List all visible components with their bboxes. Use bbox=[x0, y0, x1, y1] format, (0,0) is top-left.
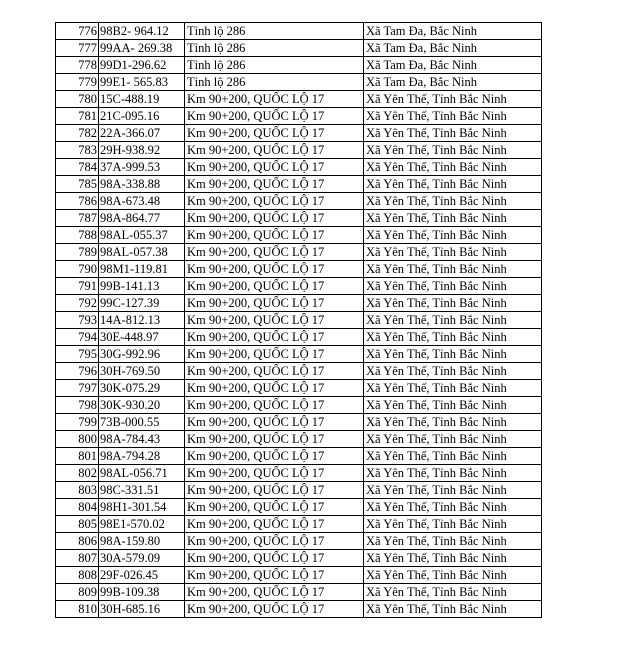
row-number-cell: 799 bbox=[56, 414, 99, 431]
area-cell: Xã Tam Đa, Bắc Ninh bbox=[364, 57, 542, 74]
location-cell: Km 90+200, QUỐC LỘ 17 bbox=[185, 108, 364, 125]
table-row bbox=[56, 431, 542, 448]
location-cell: Km 90+200, QUỐC LỘ 17 bbox=[185, 448, 364, 465]
license-plate-cell: 21C-095.16 bbox=[99, 108, 185, 125]
table-row bbox=[56, 261, 542, 278]
table-row bbox=[56, 363, 542, 380]
table-row bbox=[56, 397, 542, 414]
row-number-cell: 780 bbox=[56, 91, 99, 108]
license-plate-cell: 98AL-055.37 bbox=[99, 227, 185, 244]
area-cell: Xã Yên Thế, Tỉnh Bắc Ninh bbox=[364, 584, 542, 601]
row-number-cell: 784 bbox=[56, 159, 99, 176]
row-number-cell: 792 bbox=[56, 295, 99, 312]
row-number-cell: 776 bbox=[56, 23, 99, 40]
location-cell: Km 90+200, QUỐC LỘ 17 bbox=[185, 482, 364, 499]
row-number-cell: 779 bbox=[56, 74, 99, 91]
license-plate-cell: 98C-331.51 bbox=[99, 482, 185, 499]
table-row bbox=[56, 465, 542, 482]
location-cell: Km 90+200, QUỐC LỘ 17 bbox=[185, 261, 364, 278]
license-plate-cell: 98E1-570.02 bbox=[99, 516, 185, 533]
table-row bbox=[56, 125, 542, 142]
row-number-cell: 802 bbox=[56, 465, 99, 482]
row-number-cell: 796 bbox=[56, 363, 99, 380]
license-plate-cell: 98A-338.88 bbox=[99, 176, 185, 193]
license-plate-cell: 22A-366.07 bbox=[99, 125, 185, 142]
location-cell: Km 90+200, QUỐC LỘ 17 bbox=[185, 550, 364, 567]
license-plate-cell: 99B-141.13 bbox=[99, 278, 185, 295]
area-cell: Xã Yên Thế, Tỉnh Bắc Ninh bbox=[364, 414, 542, 431]
table-row bbox=[56, 584, 542, 601]
location-cell: Km 90+200, QUỐC LỘ 17 bbox=[185, 125, 364, 142]
table-row bbox=[56, 210, 542, 227]
area-cell: Xã Yên Thế, Tỉnh Bắc Ninh bbox=[364, 431, 542, 448]
location-cell: Km 90+200, QUỐC LỘ 17 bbox=[185, 414, 364, 431]
table-row bbox=[56, 482, 542, 499]
table-row bbox=[56, 516, 542, 533]
area-cell: Xã Yên Thế, Tỉnh Bắc Ninh bbox=[364, 142, 542, 159]
row-number-cell: 806 bbox=[56, 533, 99, 550]
area-cell: Xã Tam Đa, Bắc Ninh bbox=[364, 23, 542, 40]
location-cell: Km 90+200, QUỐC LỘ 17 bbox=[185, 465, 364, 482]
license-plate-cell: 98AL-057.38 bbox=[99, 244, 185, 261]
row-number-cell: 794 bbox=[56, 329, 99, 346]
license-plate-cell: 98A-794.28 bbox=[99, 448, 185, 465]
area-cell: Xã Yên Thế, Tỉnh Bắc Ninh bbox=[364, 193, 542, 210]
license-plate-cell: 30A-579.09 bbox=[99, 550, 185, 567]
license-plate-cell: 30H-769.50 bbox=[99, 363, 185, 380]
location-cell: Km 90+200, QUỐC LỘ 17 bbox=[185, 346, 364, 363]
location-cell: Km 90+200, QUỐC LỘ 17 bbox=[185, 397, 364, 414]
table-row bbox=[56, 601, 542, 618]
license-plate-cell: 29H-938.92 bbox=[99, 142, 185, 159]
location-cell: Km 90+200, QUỐC LỘ 17 bbox=[185, 499, 364, 516]
table-row bbox=[56, 295, 542, 312]
row-number-cell: 788 bbox=[56, 227, 99, 244]
row-number-cell: 785 bbox=[56, 176, 99, 193]
location-cell: Km 90+200, QUỐC LỘ 17 bbox=[185, 278, 364, 295]
location-cell: Km 90+200, QUỐC LỘ 17 bbox=[185, 533, 364, 550]
row-number-cell: 801 bbox=[56, 448, 99, 465]
area-cell: Xã Yên Thế, Tỉnh Bắc Ninh bbox=[364, 601, 542, 618]
location-cell: Km 90+200, QUỐC LỘ 17 bbox=[185, 91, 364, 108]
table-row bbox=[56, 193, 542, 210]
row-number-cell: 795 bbox=[56, 346, 99, 363]
area-cell: Xã Yên Thế, Tỉnh Bắc Ninh bbox=[364, 533, 542, 550]
row-number-cell: 797 bbox=[56, 380, 99, 397]
license-plate-cell: 99AA- 269.38 bbox=[99, 40, 185, 57]
table-row bbox=[56, 550, 542, 567]
location-cell: Km 90+200, QUỐC LỘ 17 bbox=[185, 210, 364, 227]
table-row bbox=[56, 74, 542, 91]
area-cell: Xã Yên Thế, Tỉnh Bắc Ninh bbox=[364, 244, 542, 261]
row-number-cell: 786 bbox=[56, 193, 99, 210]
row-number-cell: 777 bbox=[56, 40, 99, 57]
location-cell: Km 90+200, QUỐC LỘ 17 bbox=[185, 516, 364, 533]
row-number-cell: 778 bbox=[56, 57, 99, 74]
table-row bbox=[56, 176, 542, 193]
location-cell: Km 90+200, QUỐC LỘ 17 bbox=[185, 227, 364, 244]
area-cell: Xã Yên Thế, Tỉnh Bắc Ninh bbox=[364, 227, 542, 244]
location-cell: Tỉnh lộ 286 bbox=[185, 23, 364, 40]
document-page bbox=[55, 22, 541, 618]
area-cell: Xã Yên Thế, Tỉnh Bắc Ninh bbox=[364, 346, 542, 363]
license-plate-cell: 98B2- 964.12 bbox=[99, 23, 185, 40]
area-cell: Xã Tam Đa, Bắc Ninh bbox=[364, 74, 542, 91]
license-plate-cell: 99E1- 565.83 bbox=[99, 74, 185, 91]
area-cell: Xã Yên Thế, Tỉnh Bắc Ninh bbox=[364, 91, 542, 108]
row-number-cell: 810 bbox=[56, 601, 99, 618]
location-cell: Km 90+200, QUỐC LỘ 17 bbox=[185, 142, 364, 159]
location-cell: Km 90+200, QUỐC LỘ 17 bbox=[185, 295, 364, 312]
license-plate-cell: 99C-127.39 bbox=[99, 295, 185, 312]
area-cell: Xã Yên Thế, Tỉnh Bắc Ninh bbox=[364, 499, 542, 516]
location-cell: Km 90+200, QUỐC LỘ 17 bbox=[185, 176, 364, 193]
area-cell: Xã Yên Thế, Tỉnh Bắc Ninh bbox=[364, 295, 542, 312]
table-row bbox=[56, 142, 542, 159]
license-plate-cell: 30K-075.29 bbox=[99, 380, 185, 397]
row-number-cell: 781 bbox=[56, 108, 99, 125]
area-cell: Xã Yên Thế, Tỉnh Bắc Ninh bbox=[364, 567, 542, 584]
location-cell: Tỉnh lộ 286 bbox=[185, 57, 364, 74]
area-cell: Xã Yên Thế, Tỉnh Bắc Ninh bbox=[364, 448, 542, 465]
license-plate-cell: 98A-673.48 bbox=[99, 193, 185, 210]
location-cell: Km 90+200, QUỐC LỘ 17 bbox=[185, 244, 364, 261]
row-number-cell: 803 bbox=[56, 482, 99, 499]
table-row bbox=[56, 108, 542, 125]
location-cell: Km 90+200, QUỐC LỘ 17 bbox=[185, 312, 364, 329]
license-plate-cell: 30G-992.96 bbox=[99, 346, 185, 363]
table-row bbox=[56, 414, 542, 431]
table-row bbox=[56, 499, 542, 516]
area-cell: Xã Yên Thế, Tỉnh Bắc Ninh bbox=[364, 278, 542, 295]
location-cell: Km 90+200, QUỐC LỘ 17 bbox=[185, 584, 364, 601]
location-cell: Tỉnh lộ 286 bbox=[185, 74, 364, 91]
violation-table-body bbox=[56, 23, 542, 618]
location-cell: Km 90+200, QUỐC LỘ 17 bbox=[185, 193, 364, 210]
area-cell: Xã Yên Thế, Tỉnh Bắc Ninh bbox=[364, 108, 542, 125]
area-cell: Xã Yên Thế, Tỉnh Bắc Ninh bbox=[364, 261, 542, 278]
location-cell: Km 90+200, QUỐC LỘ 17 bbox=[185, 329, 364, 346]
area-cell: Xã Yên Thế, Tỉnh Bắc Ninh bbox=[364, 363, 542, 380]
row-number-cell: 798 bbox=[56, 397, 99, 414]
table-row bbox=[56, 312, 542, 329]
license-plate-cell: 99B-109.38 bbox=[99, 584, 185, 601]
table-row bbox=[56, 278, 542, 295]
license-plate-cell: 99D1-296.62 bbox=[99, 57, 185, 74]
table-row bbox=[56, 380, 542, 397]
table-row bbox=[56, 448, 542, 465]
license-plate-cell: 98A-159.80 bbox=[99, 533, 185, 550]
row-number-cell: 800 bbox=[56, 431, 99, 448]
area-cell: Xã Yên Thế, Tỉnh Bắc Ninh bbox=[364, 210, 542, 227]
license-plate-cell: 29F-026.45 bbox=[99, 567, 185, 584]
row-number-cell: 805 bbox=[56, 516, 99, 533]
row-number-cell: 782 bbox=[56, 125, 99, 142]
location-cell: Km 90+200, QUỐC LỘ 17 bbox=[185, 363, 364, 380]
license-plate-cell: 98AL-056.71 bbox=[99, 465, 185, 482]
license-plate-cell: 30H-685.16 bbox=[99, 601, 185, 618]
license-plate-cell: 37A-999.53 bbox=[99, 159, 185, 176]
license-plate-cell: 98M1-119.81 bbox=[99, 261, 185, 278]
location-cell: Km 90+200, QUỐC LỘ 17 bbox=[185, 380, 364, 397]
license-plate-cell: 98H1-301.54 bbox=[99, 499, 185, 516]
area-cell: Xã Yên Thế, Tỉnh Bắc Ninh bbox=[364, 312, 542, 329]
row-number-cell: 807 bbox=[56, 550, 99, 567]
area-cell: Xã Tam Đa, Bắc Ninh bbox=[364, 40, 542, 57]
area-cell: Xã Yên Thế, Tỉnh Bắc Ninh bbox=[364, 397, 542, 414]
row-number-cell: 787 bbox=[56, 210, 99, 227]
row-number-cell: 789 bbox=[56, 244, 99, 261]
table-row bbox=[56, 57, 542, 74]
area-cell: Xã Yên Thế, Tỉnh Bắc Ninh bbox=[364, 465, 542, 482]
table-row bbox=[56, 40, 542, 57]
row-number-cell: 783 bbox=[56, 142, 99, 159]
table-row bbox=[56, 159, 542, 176]
license-plate-cell: 73B-000.55 bbox=[99, 414, 185, 431]
location-cell: Km 90+200, QUỐC LỘ 17 bbox=[185, 601, 364, 618]
area-cell: Xã Yên Thế, Tỉnh Bắc Ninh bbox=[364, 176, 542, 193]
row-number-cell: 790 bbox=[56, 261, 99, 278]
table-row bbox=[56, 91, 542, 108]
location-cell: Km 90+200, QUỐC LỘ 17 bbox=[185, 431, 364, 448]
area-cell: Xã Yên Thế, Tỉnh Bắc Ninh bbox=[364, 329, 542, 346]
license-plate-cell: 98A-784.43 bbox=[99, 431, 185, 448]
location-cell: Km 90+200, QUỐC LỘ 17 bbox=[185, 567, 364, 584]
location-cell: Tỉnh lộ 286 bbox=[185, 40, 364, 57]
area-cell: Xã Yên Thế, Tỉnh Bắc Ninh bbox=[364, 550, 542, 567]
area-cell: Xã Yên Thế, Tỉnh Bắc Ninh bbox=[364, 380, 542, 397]
license-plate-cell: 98A-864.77 bbox=[99, 210, 185, 227]
violation-table bbox=[55, 22, 542, 618]
table-row bbox=[56, 329, 542, 346]
license-plate-cell: 15C-488.19 bbox=[99, 91, 185, 108]
area-cell: Xã Yên Thế, Tỉnh Bắc Ninh bbox=[364, 159, 542, 176]
table-row bbox=[56, 23, 542, 40]
row-number-cell: 793 bbox=[56, 312, 99, 329]
license-plate-cell: 30E-448.97 bbox=[99, 329, 185, 346]
table-row bbox=[56, 244, 542, 261]
table-row bbox=[56, 346, 542, 363]
table-row bbox=[56, 227, 542, 244]
row-number-cell: 809 bbox=[56, 584, 99, 601]
table-row bbox=[56, 533, 542, 550]
area-cell: Xã Yên Thế, Tỉnh Bắc Ninh bbox=[364, 516, 542, 533]
table-row bbox=[56, 567, 542, 584]
row-number-cell: 791 bbox=[56, 278, 99, 295]
area-cell: Xã Yên Thế, Tỉnh Bắc Ninh bbox=[364, 125, 542, 142]
row-number-cell: 808 bbox=[56, 567, 99, 584]
row-number-cell: 804 bbox=[56, 499, 99, 516]
license-plate-cell: 14A-812.13 bbox=[99, 312, 185, 329]
location-cell: Km 90+200, QUỐC LỘ 17 bbox=[185, 159, 364, 176]
area-cell: Xã Yên Thế, Tỉnh Bắc Ninh bbox=[364, 482, 542, 499]
license-plate-cell: 30K-930.20 bbox=[99, 397, 185, 414]
